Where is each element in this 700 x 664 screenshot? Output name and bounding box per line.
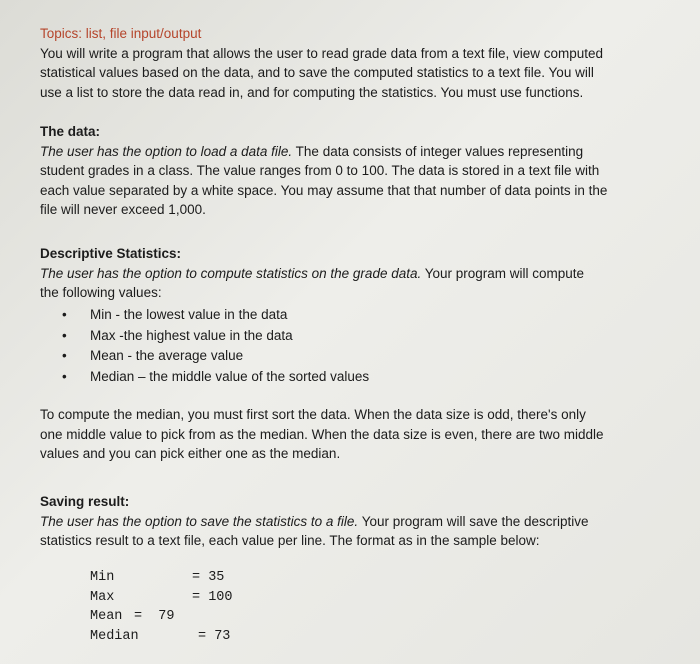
list-item xyxy=(60,367,369,388)
median-line: one middle value to pick from as the median. When the data size is even, there are two middle xyxy=(40,426,604,442)
bullet-text: Median – the middle value of the sorted values xyxy=(90,368,370,384)
saving-line: Your program will save the descriptive xyxy=(358,513,589,529)
sample-label: Mean xyxy=(90,609,123,624)
list-item xyxy=(60,326,369,347)
bullet-text: Mean - the average value xyxy=(90,348,244,363)
median-line: To compute the median, you must first sort the data. When the data size is odd, there's only xyxy=(40,407,586,422)
saving-heading: Saving result: xyxy=(40,494,130,509)
sample-label: Max xyxy=(90,589,115,605)
stats-line: Your program will compute xyxy=(421,265,585,281)
median-line: values and you can pick either one as the median. xyxy=(40,446,341,461)
data-italic-lead: The user has the option to load a data file. xyxy=(40,143,293,159)
saving-line: statistics result to a text file, each value per line. The format as in the sample below: xyxy=(40,533,540,548)
sample-value: = 100 xyxy=(192,589,233,605)
stats-line: the following values: xyxy=(40,285,162,300)
list-item xyxy=(60,305,369,326)
bullet-icon: • xyxy=(62,307,67,322)
intro-paragraph xyxy=(40,24,680,102)
saving-section xyxy=(40,492,680,551)
sample-value: = 79 xyxy=(134,609,175,624)
data-heading: The data: xyxy=(40,124,101,139)
stats-heading: Descriptive Statistics: xyxy=(40,246,182,261)
bullet-icon: • xyxy=(62,348,67,363)
median-paragraph xyxy=(40,405,680,464)
bullet-icon: • xyxy=(62,368,67,384)
bullet-icon: • xyxy=(62,327,67,343)
saving-italic-lead: The user has the option to save the statistics to a file. xyxy=(40,513,359,529)
bullet-text: Min - the lowest value in the data xyxy=(90,307,288,322)
data-line: student grades in a class. The value ranges from 0 to 100. The data is stored in a text file with xyxy=(40,163,600,178)
stats-section xyxy=(40,244,680,303)
intro-line: statistical values based on the data, and to save the computed statistics to a text file. You will xyxy=(40,65,594,80)
data-line: The data consists of integer values representing xyxy=(292,143,584,159)
topics-line: Topics: list, file input/output xyxy=(40,26,202,41)
stats-italic-lead: The user has the option to compute statistics on the grade data. xyxy=(40,265,422,281)
stats-bullet-list xyxy=(60,305,369,387)
sample-label: Min xyxy=(90,570,115,585)
sample-value: = 35 xyxy=(192,570,225,585)
intro-line: use a list to store the data read in, and for computing the statistics. You must use functions. xyxy=(40,84,584,100)
data-line: file will never exceed 1,000. xyxy=(40,202,206,217)
intro-line: You will write a program that allows the user to read grade data from a text file, view computed xyxy=(40,45,604,61)
data-section xyxy=(40,122,680,220)
data-line: each value separated by a white space. You may assume that that number of data points in the xyxy=(40,182,608,198)
bullet-text: Max -the highest value in the data xyxy=(90,327,293,343)
sample-label: Median xyxy=(90,628,139,644)
list-item xyxy=(60,346,369,367)
sample-value: = 73 xyxy=(198,628,231,644)
